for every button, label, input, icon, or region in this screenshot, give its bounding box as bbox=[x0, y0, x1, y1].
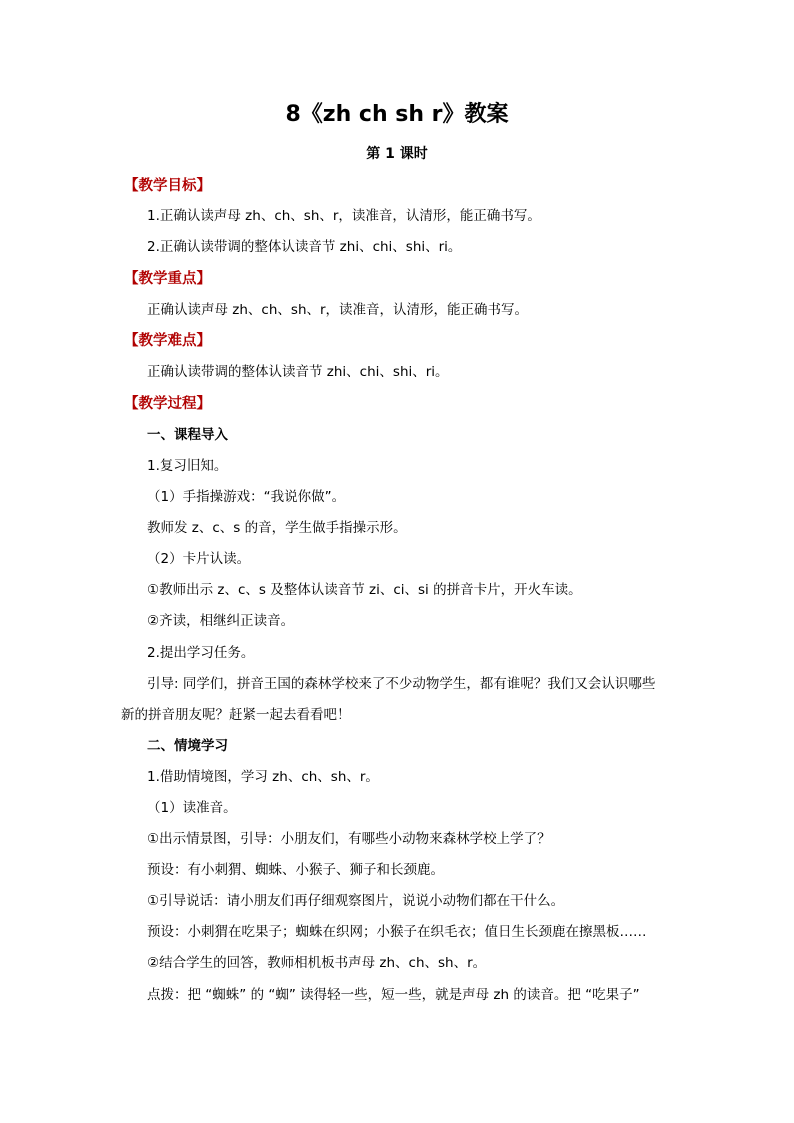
paragraph: 引导: 同学们，拼音王国的森林学校来了不少动物学生，都有谁呢？我们又会认识哪些 bbox=[147, 676, 656, 692]
objective-item: 2.正确认读带调的整体认读音节 zhi、chi、shi、ri。 bbox=[147, 239, 462, 255]
difficulty-text: 正确认读带调的整体认读音节 zhi、chi、shi、ri。 bbox=[147, 364, 449, 380]
section-heading-difficulties: 【教学难点】 bbox=[124, 333, 211, 349]
lesson-subtitle: 第 1 课时 bbox=[366, 146, 428, 162]
paragraph: （1）手指操游戏：“我说你做”。 bbox=[147, 489, 346, 505]
paragraph: 预设：小刺猬在吃果子；蜘蛛在织网；小猴子在织毛衣；值日生长颈鹿在擦黑板…… bbox=[147, 924, 647, 940]
section-heading-objectives: 【教学目标】 bbox=[124, 178, 211, 194]
paragraph: ①教师出示 z、c、s 及整体认读音节 zi、ci、si 的拼音卡片，开火车读。 bbox=[147, 582, 582, 598]
paragraph: 1.借助情境图，学习 zh、ch、sh、r。 bbox=[147, 769, 379, 785]
paragraph: ②齐读，相继纠正读音。 bbox=[147, 613, 295, 629]
paragraph: 教师发 z、c、s 的音，学生做手指操示形。 bbox=[147, 520, 407, 536]
key-point-text: 正确认读声母 zh、ch、sh、r，读准音，认清形，能正确书写。 bbox=[147, 302, 529, 318]
objective-item: 1.正确认读声母 zh、ch、sh、r，读准音，认清形，能正确书写。 bbox=[147, 208, 541, 224]
paragraph: ①出示情景图，引导：小朋友们，有哪些小动物来森林学校上学了？ bbox=[147, 831, 551, 847]
section-heading-process: 【教学过程】 bbox=[124, 396, 211, 412]
document-title: 8《zh ch sh r》教案 bbox=[285, 102, 509, 127]
paragraph: 2.提出学习任务。 bbox=[147, 645, 255, 661]
subsection-heading: 二、情境学习 bbox=[147, 738, 228, 754]
paragraph: 预设：有小刺猬、蜘蛛、小猴子、狮子和长颈鹿。 bbox=[147, 862, 444, 878]
paragraph: ①引导说话：请小朋友们再仔细观察图片，说说小动物们都在干什么。 bbox=[147, 893, 565, 909]
paragraph: （1）读准音。 bbox=[147, 800, 237, 816]
paragraph: 1.复习旧知。 bbox=[147, 458, 228, 474]
subsection-heading: 一、课程导入 bbox=[147, 427, 228, 443]
paragraph: 新的拼音朋友呢？赶紧一起去看看吧！ bbox=[121, 707, 351, 723]
section-heading-key-points: 【教学重点】 bbox=[124, 271, 211, 287]
paragraph: ②结合学生的回答，教师相机板书声母 zh、ch、sh、r。 bbox=[147, 955, 487, 971]
paragraph: （2）卡片认读。 bbox=[147, 551, 251, 567]
paragraph: 点拨：把 “蜘蛛” 的 “蜘” 读得轻一些，短一些，就是声母 zh 的读音。把 “吃果子” bbox=[147, 987, 640, 1003]
